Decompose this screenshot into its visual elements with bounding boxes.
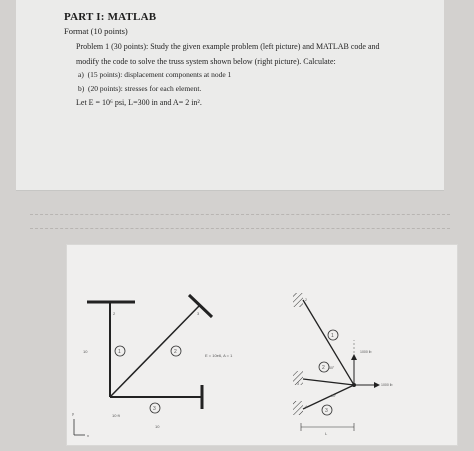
subtask-a-text: (15 points): displacement components at node 1 <box>87 70 232 79</box>
element-2-label: 2 <box>322 365 325 371</box>
support-node-2 <box>293 293 303 307</box>
left-truss <box>72 295 212 438</box>
element-2-label: 2 <box>174 349 177 355</box>
problem-statement-line-1: Problem 1 (30 points): Study the given example problem (left picture) and MATLAB code and <box>76 42 380 51</box>
vertical-load-label: 1000 lb <box>360 350 372 354</box>
member-2-label: 2 <box>113 311 116 316</box>
separator-dashed <box>30 214 450 215</box>
length-label: L <box>325 431 328 436</box>
figure-panel <box>66 244 458 446</box>
axis-y-label: y <box>72 411 74 416</box>
bottom-dimension-label: 10 ft <box>112 413 120 418</box>
element-1-label: 1 <box>331 333 334 339</box>
node-4-label: 4 <box>305 405 307 409</box>
subtask-b <box>78 84 201 93</box>
element-3-label: 3 <box>325 408 328 414</box>
right-truss <box>293 293 393 436</box>
node-2-label: 2 <box>305 298 307 302</box>
problem-sheet <box>16 0 444 191</box>
height-label: 10 <box>83 349 88 354</box>
element-2-bar <box>303 379 354 385</box>
subtask-b-marker: b) <box>78 84 85 93</box>
format-line: Format (10 points) <box>64 26 128 36</box>
axis-x-label: x <box>87 433 89 438</box>
given-values: Let E = 10⁶ psi, L=300 in and A= 2 in². <box>76 98 202 107</box>
subtask-b-text: (20 points): stresses for each element. <box>88 84 202 93</box>
node-3-label: 3 <box>297 382 299 386</box>
angle-30-label: 30° <box>331 394 337 398</box>
horizontal-load-label: 1000 lb <box>381 383 393 387</box>
separator-dashed <box>30 228 450 229</box>
subtask-a-marker: a) <box>78 70 84 79</box>
element-1-label: 1 <box>118 349 121 355</box>
element-1-bar <box>303 300 354 385</box>
support-node-4 <box>293 401 303 415</box>
width-label: 10 <box>155 424 160 429</box>
subtask-a <box>78 70 231 79</box>
center-note: E = 10e6, A = 1 <box>205 353 233 358</box>
problem-statement-line-2: modify the code to solve the truss system shown below (right picture). Calculate: <box>76 57 336 66</box>
element-3-label: 3 <box>153 406 156 412</box>
angle-60-label: 60° <box>329 366 335 370</box>
truss-figures <box>67 245 457 445</box>
left-member-diagonal <box>110 305 200 397</box>
part-title: PART I: MATLAB <box>64 11 157 23</box>
member-3-label: 3 <box>197 311 200 316</box>
